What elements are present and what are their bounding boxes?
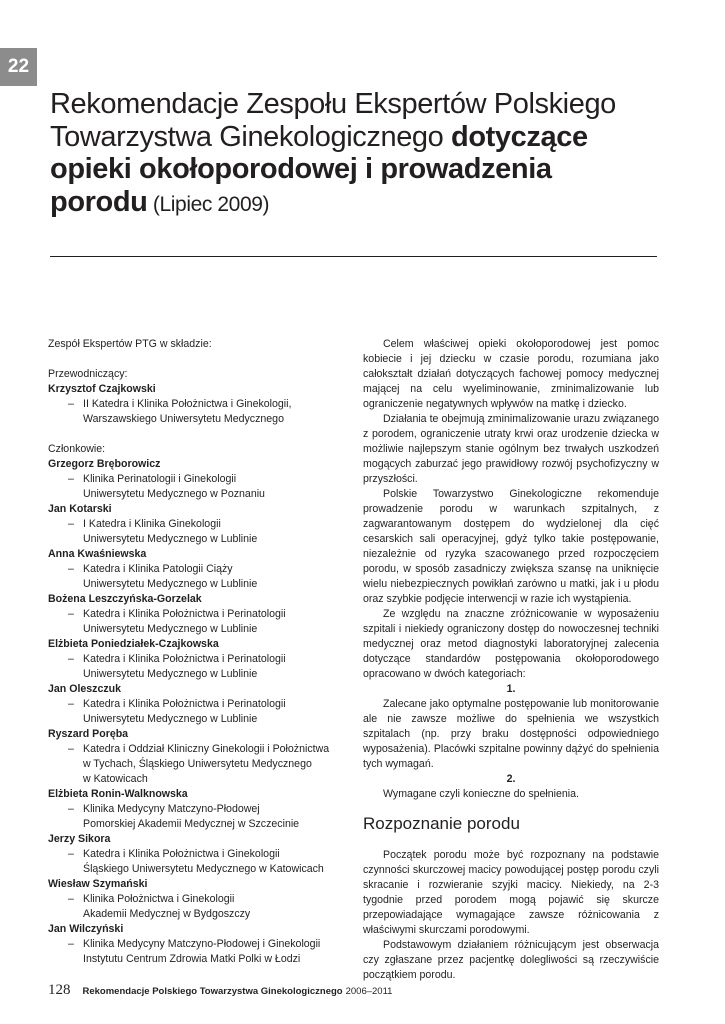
page-number: 128 [48, 982, 71, 998]
member-affiliation-line: – Katedra i Oddział Kliniczny Ginekologii i Położnictwa [68, 743, 330, 755]
page-title [50, 88, 670, 221]
member-name: Jerzy Sikora [48, 833, 111, 845]
body-paragraph: Początek porodu może być rozpoznany na podstawie czynności skurczowej macicy powodującej postęp porodu czyli skracanie i rozwieranie szyjki macicy. Niekiedy, na 2-3 tygodnie przed porodem mogą pojawić się skurcze przepowiadające wymagające zawsze różnicowania z właściwymi skurczami porodowymi. [363, 849, 659, 936]
title-divider [50, 256, 657, 257]
dash: – [68, 473, 74, 485]
member-name: Jan Kotarski [48, 503, 112, 515]
member-affiliation-line: – I Katedra i Klinika Ginekologii [68, 518, 221, 530]
body-paragraph: Celem właściwej opieki okołoporodowej jest pomoc kobiecie i jej dziecku w czasie porodu, rozumiana jako całokształt działań dotyczących fachowej pomocy medycznej mającej na celu wyeliminowanie, zminimalizowanie lub ograniczenie negatywnych wpływów na matkę i dziecko. [363, 338, 659, 410]
member-affiliation-line: w Katowicach [83, 773, 148, 785]
member-affiliation-line: Uniwersytetu Medycznego w Lublinie [83, 623, 258, 635]
member-name: Wiesław Szymański [48, 878, 148, 890]
member-affiliation-line: – Katedra i Klinika Położnictwa i Perinatologii [68, 653, 286, 665]
member-affiliation-line: – Klinika Medycyny Matczyno-Płodowej [68, 803, 260, 815]
chair-affiliation-line: Warszawskiego Uniwersytetu Medycznego [83, 413, 284, 425]
dash: – [68, 653, 74, 665]
member-affiliation-line: – Klinika Perinatologii i Ginekologii [68, 473, 237, 485]
member-affiliation-line: – Katedra i Klinika Położnictwa i Perinatologii [68, 608, 286, 620]
title-line-4: porodu [50, 185, 148, 218]
body-paragraph: Polskie Towarzystwo Ginekologiczne rekomenduje prowadzenie porodu w warunkach szpitalnych, z zagwarantowanym dostępem do wydzielonej dla cięć cesarskich sali operacyjnej, gdyż tylko takie postępowanie, niezależnie od ryzyka szacowanego przed rozpoczęciem porodu, w sposób zasadniczy zwiększa szansę na uniknięcie wielu niebezpiecznych powikłań zarówno u matki, jak i u płodu oraz szybkie podjęcie interwencji w razie ich wystąpienia. [363, 488, 659, 605]
body-paragraph: Ze względu na znaczne zróżnicowanie w wyposażeniu szpitali i niekiedy ograniczony dostęp do nowoczesnej techniki medycznej oraz metod diagnostyki laboratoryjnej zalecenia dotyczące standardów postępowania okołoporodowego opracowano w dwóch kategoriach: [363, 608, 659, 680]
member-name: Grzegorz Bręborowicz [48, 458, 161, 470]
member-affiliation-line: Uniwersytetu Medycznego w Lublinie [83, 713, 258, 725]
running-years: 2006–2011 [345, 986, 393, 997]
member-name: Jan Oleszczuk [48, 683, 122, 695]
dash: – [68, 938, 74, 950]
page-footer [48, 982, 668, 999]
dash: – [68, 743, 74, 755]
member-affiliation-line: – Klinika Medycyny Matczyno-Płodowej i Ginekologii [68, 938, 321, 950]
member-affiliation-line: – Katedra i Klinika Położnictwa i Perinatologii [68, 698, 286, 710]
title-line-3: opieki okołoporodowej i prowadzenia [50, 153, 552, 185]
member-affiliation-line: Uniwersytetu Medycznego w Lublinie [83, 533, 258, 545]
member-affiliation-line: Uniwersytetu Medycznego w Lublinie [83, 668, 258, 680]
body-paragraph: Działania te obejmują zminimalizowanie urazu związanego z porodem, ograniczenie utraty krwi oraz urodzenie dziecka w możliwie najlepszym stanie ogólnym bez trwałych uszkodzeń mogących zaburzać jego prawidłowy rozwój psychofizyczny w przyszłości. [363, 413, 659, 485]
member-affiliation-line: – Katedra i Klinika Patologii Ciąży [68, 563, 233, 575]
section-heading: Rozpoznanie porodu [363, 814, 520, 833]
body-paragraph: Zalecane jako optymalne postępowanie lub monitorowanie ale nie zawsze możliwe do spełnienia we wszystkich szpitalach (np. przy braku dostępności odpowiedniego wyposażenia). Placówki szpitalne powinny dążyć do spełnienia tych wymagań. [363, 698, 659, 770]
member-affiliation-line: w Tychach, Śląskiego Uniwersytetu Medycznego [83, 758, 312, 770]
dash: – [68, 848, 74, 860]
member-name: Anna Kwaśniewska [48, 548, 147, 560]
dash: – [68, 518, 74, 530]
dash: – [68, 563, 74, 575]
dash: – [68, 893, 74, 905]
category-number: 2. [506, 773, 516, 785]
member-name: Jan Wilczyński [48, 923, 124, 935]
member-name: Bożena Leszczyńska-Gorzelak [48, 593, 202, 605]
title-line-1: Rekomendacje Zespołu Ekspertów Polskiego [50, 88, 616, 120]
title-line-2: Towarzystwa Ginekologicznego [50, 120, 452, 153]
members-list [48, 457, 348, 967]
running-title: Rekomendacje Polskiego Towarzystwa Ginekologicznego [82, 986, 343, 997]
member-name: Ryszard Poręba [48, 728, 129, 740]
chair-name: Krzysztof Czajkowski [48, 383, 156, 395]
member-affiliation-line: Akademii Medycznej w Bydgoszczy [83, 908, 251, 920]
member-affiliation-line: – Klinika Położnictwa i Ginekologii [68, 893, 235, 905]
chapter-number-tab: 22 [0, 48, 37, 86]
category-number: 1. [506, 683, 516, 695]
chair-label: Przewodniczący: [48, 368, 128, 380]
dash: – [68, 698, 74, 710]
member-affiliation-line: Pomorskiej Akademii Medycznej w Szczecinie [83, 818, 300, 830]
chair-affiliation-line: – II Katedra i Klinika Położnictwa i Ginekologii, [68, 398, 292, 410]
members-label: Członkowie: [48, 443, 106, 455]
dash: – [68, 398, 74, 410]
experts-intro: Zespół Ekspertów PTG w składzie: [48, 338, 212, 350]
title-date: (Lipiec 2009) [147, 192, 270, 216]
body-paragraph: Podstawowym działaniem różnicującym jest obserwacja czy zgłaszane przez pacjentkę dolegliwości są rzeczywiście początkiem porodu. [363, 939, 659, 981]
body-paragraph: Wymagane czyli konieczne do spełnienia. [383, 788, 579, 800]
member-name: Elżbieta Poniedziałek-Czajkowska [48, 638, 219, 650]
title-line-2-bold: dotyczące [451, 120, 588, 153]
experts-column [48, 337, 348, 967]
member-affiliation-line: Instytutu Centrum Zdrowia Matki Polki w Łodzi [83, 953, 301, 965]
member-affiliation-line: Uniwersytetu Medycznego w Lublinie [83, 578, 258, 590]
body-column [363, 337, 659, 983]
member-affiliation-line: – Katedra i Klinika Położnictwa i Ginekologii [68, 848, 280, 860]
member-affiliation-line: Śląskiego Uniwersytetu Medycznego w Katowicach [83, 863, 324, 875]
dash: – [68, 608, 74, 620]
member-affiliation-line: Uniwersytetu Medycznego w Poznaniu [83, 488, 265, 500]
member-name: Elżbieta Ronin-Walknowska [48, 788, 188, 800]
dash: – [68, 803, 74, 815]
